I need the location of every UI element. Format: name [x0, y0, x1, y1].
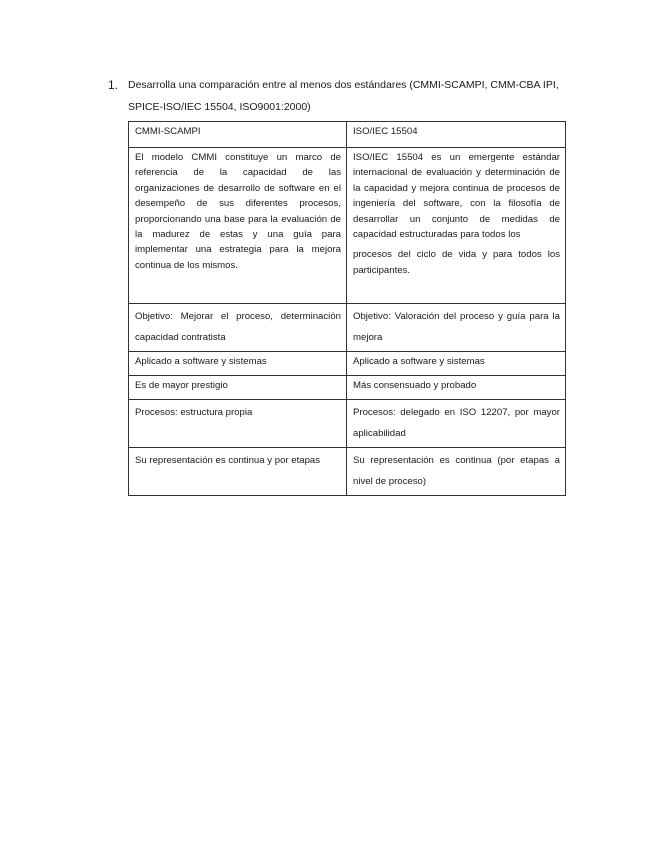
description-iso-paragraph-2: procesos del ciclo de vida y para todos los participantes. — [353, 249, 560, 276]
cell-representation-iso: Su representación es continua (por etapas a nivel de proceso) — [347, 448, 566, 496]
table-row-description — [129, 148, 566, 304]
cell-prestige-cmmi: Es de mayor prestigio — [129, 376, 347, 400]
cell-processes-cmmi: Procesos: estructura propia — [129, 400, 347, 448]
question-text-line-2: SPICE-ISO/IEC 15504, ISO9001:2000) — [128, 101, 311, 113]
cell-representation-cmmi: Su representación es continua y por etapas — [129, 448, 347, 496]
cell-description-iso — [347, 148, 566, 304]
header-cmmi-scampi: CMMI-SCAMPI — [129, 122, 347, 148]
cell-applied-iso: Aplicado a software y sistemas — [347, 352, 566, 376]
description-iso-paragraph-1: ISO/IEC 15504 es un emergente estándar internacional de evaluación y determinación de la capacidad y mejora continua de procesos de ingeniería del software, con la filosofía de desarrollar un conjunto de medidas de capacidad estructuradas para todos los — [353, 152, 560, 241]
table-row-prestige — [129, 376, 566, 400]
table-row-applied — [129, 352, 566, 376]
cell-objective-iso: Objetivo: Valoración del proceso y guía para la mejora — [347, 304, 566, 352]
table-row-processes — [129, 400, 566, 448]
table-row-objective — [129, 304, 566, 352]
cell-processes-iso: Procesos: delegado en ISO 12207, por mayor aplicabilidad — [347, 400, 566, 448]
question-number: 1. — [108, 78, 119, 92]
cell-description-cmmi: El modelo CMMI constituye un marco de referencia de la capacidad de las organizaciones de desarrollo de software en el desempeño de sus diferentes procesos, proporcionando una base para la evaluación de la madurez de estas y una guía para implementar una estrategia para la mejora continua de los mismos. — [129, 148, 347, 304]
table-row-representation — [129, 448, 566, 496]
cell-applied-cmmi: Aplicado a software y sistemas — [129, 352, 347, 376]
header-iso-15504: ISO/IEC 15504 — [347, 122, 566, 148]
table-header-row — [129, 122, 566, 148]
comparison-table — [128, 121, 566, 496]
cell-prestige-iso: Más consensuado y probado — [347, 376, 566, 400]
cell-objective-cmmi: Objetivo: Mejorar el proceso, determinación capacidad contratista — [129, 304, 347, 352]
question-item — [108, 74, 578, 118]
question-text-line-1: Desarrolla una comparación entre al menos dos estándares (CMMI-SCAMPI, CMM-CBA IPI, — [128, 79, 559, 91]
